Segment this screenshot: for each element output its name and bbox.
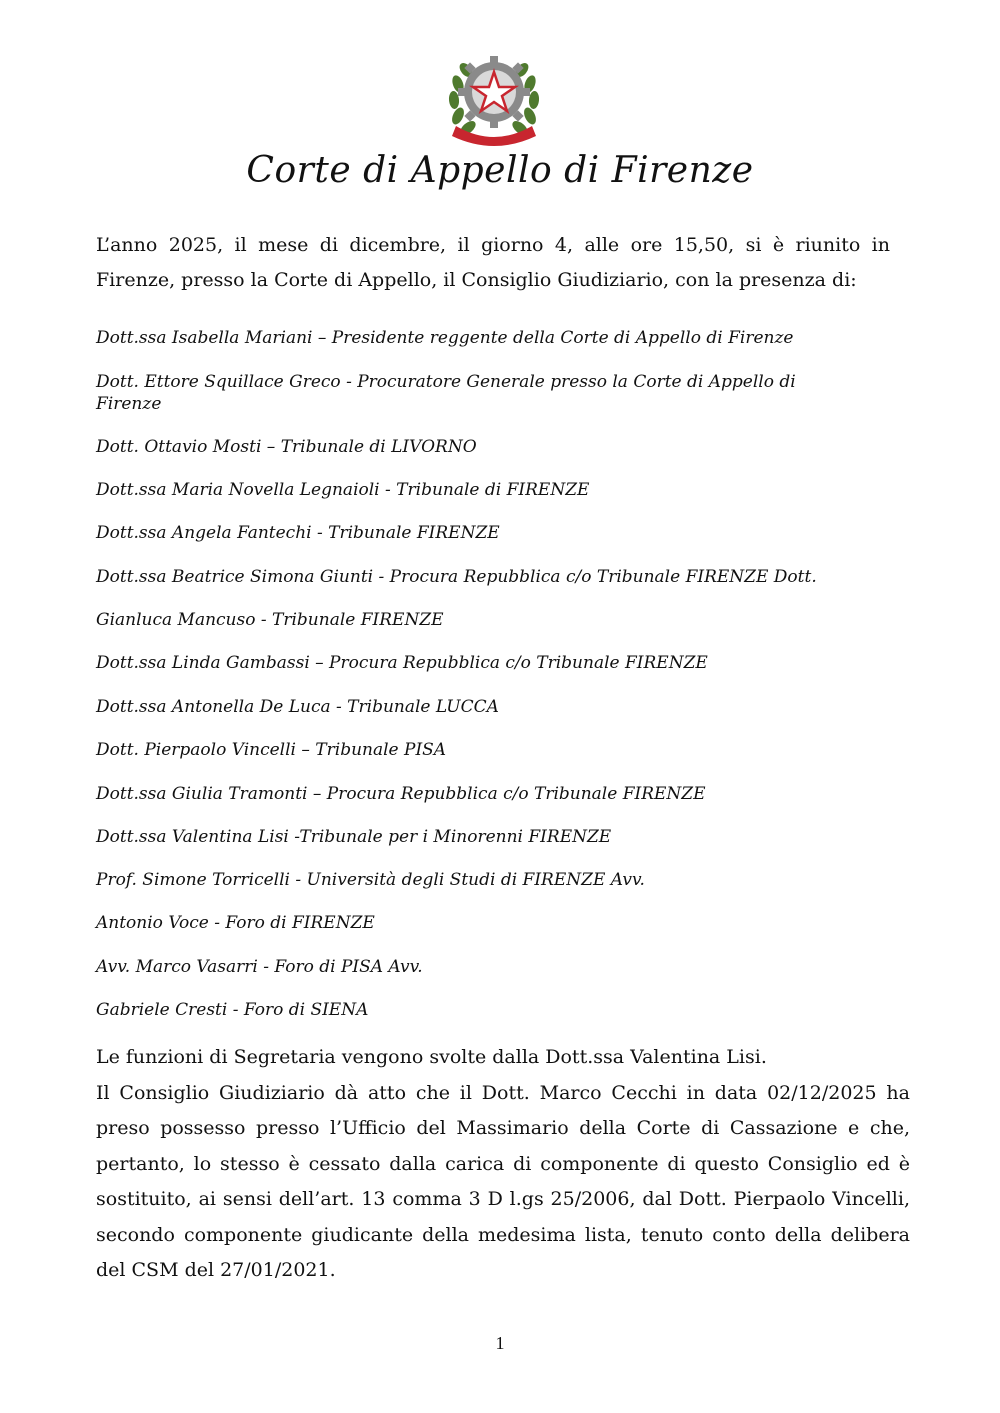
list-item: Dott.ssa Angela Fantechi - Tribunale FIRENZE: [96, 523, 500, 543]
list-item: Antonio Voce - Foro di FIRENZE: [96, 913, 375, 933]
list-item: Dott.ssa Maria Novella Legnaioli - Tribunale di FIRENZE: [96, 480, 590, 500]
list-item: Dott.ssa Antonella De Luca - Tribunale LUCCA: [96, 697, 499, 717]
list-item: Gianluca Mancuso - Tribunale FIRENZE: [96, 610, 444, 630]
list-item: Prof. Simone Torricelli - Università degli Studi di FIRENZE Avv.: [96, 870, 645, 890]
secretary-sentence: Le funzioni di Segretaria vengono svolte dalla Dott.ssa Valentina Lisi.: [96, 1046, 767, 1068]
list-item: Dott. Ottavio Mosti – Tribunale di LIVORNO: [96, 437, 477, 457]
list-item: Dott. Ettore Squillace Greco - Procuratore Generale presso la Corte di Appello di Firenze: [96, 372, 796, 414]
italian-republic-emblem: [444, 44, 544, 148]
list-item: Dott.ssa Isabella Mariani – Presidente reggente della Corte di Appello di Firenze: [96, 328, 794, 348]
list-item: Dott.ssa Beatrice Simona Giunti - Procura Repubblica c/o Tribunale FIRENZE Dott.: [96, 567, 817, 587]
intro-paragraph: L’anno 2025, il mese di dicembre, il giorno 4, alle ore 15,50, si è riunito in Firenze, presso la Corte di Appello, il Consiglio Giudiziario, con la presenza di:: [96, 234, 890, 291]
page-number: 1: [495, 1333, 505, 1353]
list-item: Dott.ssa Giulia Tramonti – Procura Repubblica c/o Tribunale FIRENZE: [96, 784, 706, 804]
list-item: Avv. Marco Vasarri - Foro di PISA Avv.: [96, 957, 423, 977]
list-item: Gabriele Cresti - Foro di SIENA: [96, 1000, 369, 1020]
list-item: Dott.ssa Linda Gambassi – Procura Repubblica c/o Tribunale FIRENZE: [96, 653, 708, 673]
list-item: Dott. Pierpaolo Vincelli – Tribunale PISA: [96, 740, 447, 760]
body-text: [96, 1040, 910, 1289]
page-title: Corte di Appello di Firenze: [246, 150, 754, 191]
list-item: Dott.ssa Valentina Lisi -Tribunale per i Minorenni FIRENZE: [96, 827, 612, 847]
main-paragraph: Il Consiglio Giudiziario dà atto che il Dott. Marco Cecchi in data 02/12/2025 ha preso possesso presso l’Ufficio del Massimario della Corte di Cassazione e che, pertanto, lo stesso è cessato dalla carica di componente di questo Consiglio ed è sostituito, ai sensi dell’art. 13 comma 3 D l.gs 25/2006, dal Dott. Pierpaolo Vincelli, secondo componente giudicante della medesima lista, tenuto conto della delibera del CSM del 27/01/2021.: [96, 1081, 910, 1281]
